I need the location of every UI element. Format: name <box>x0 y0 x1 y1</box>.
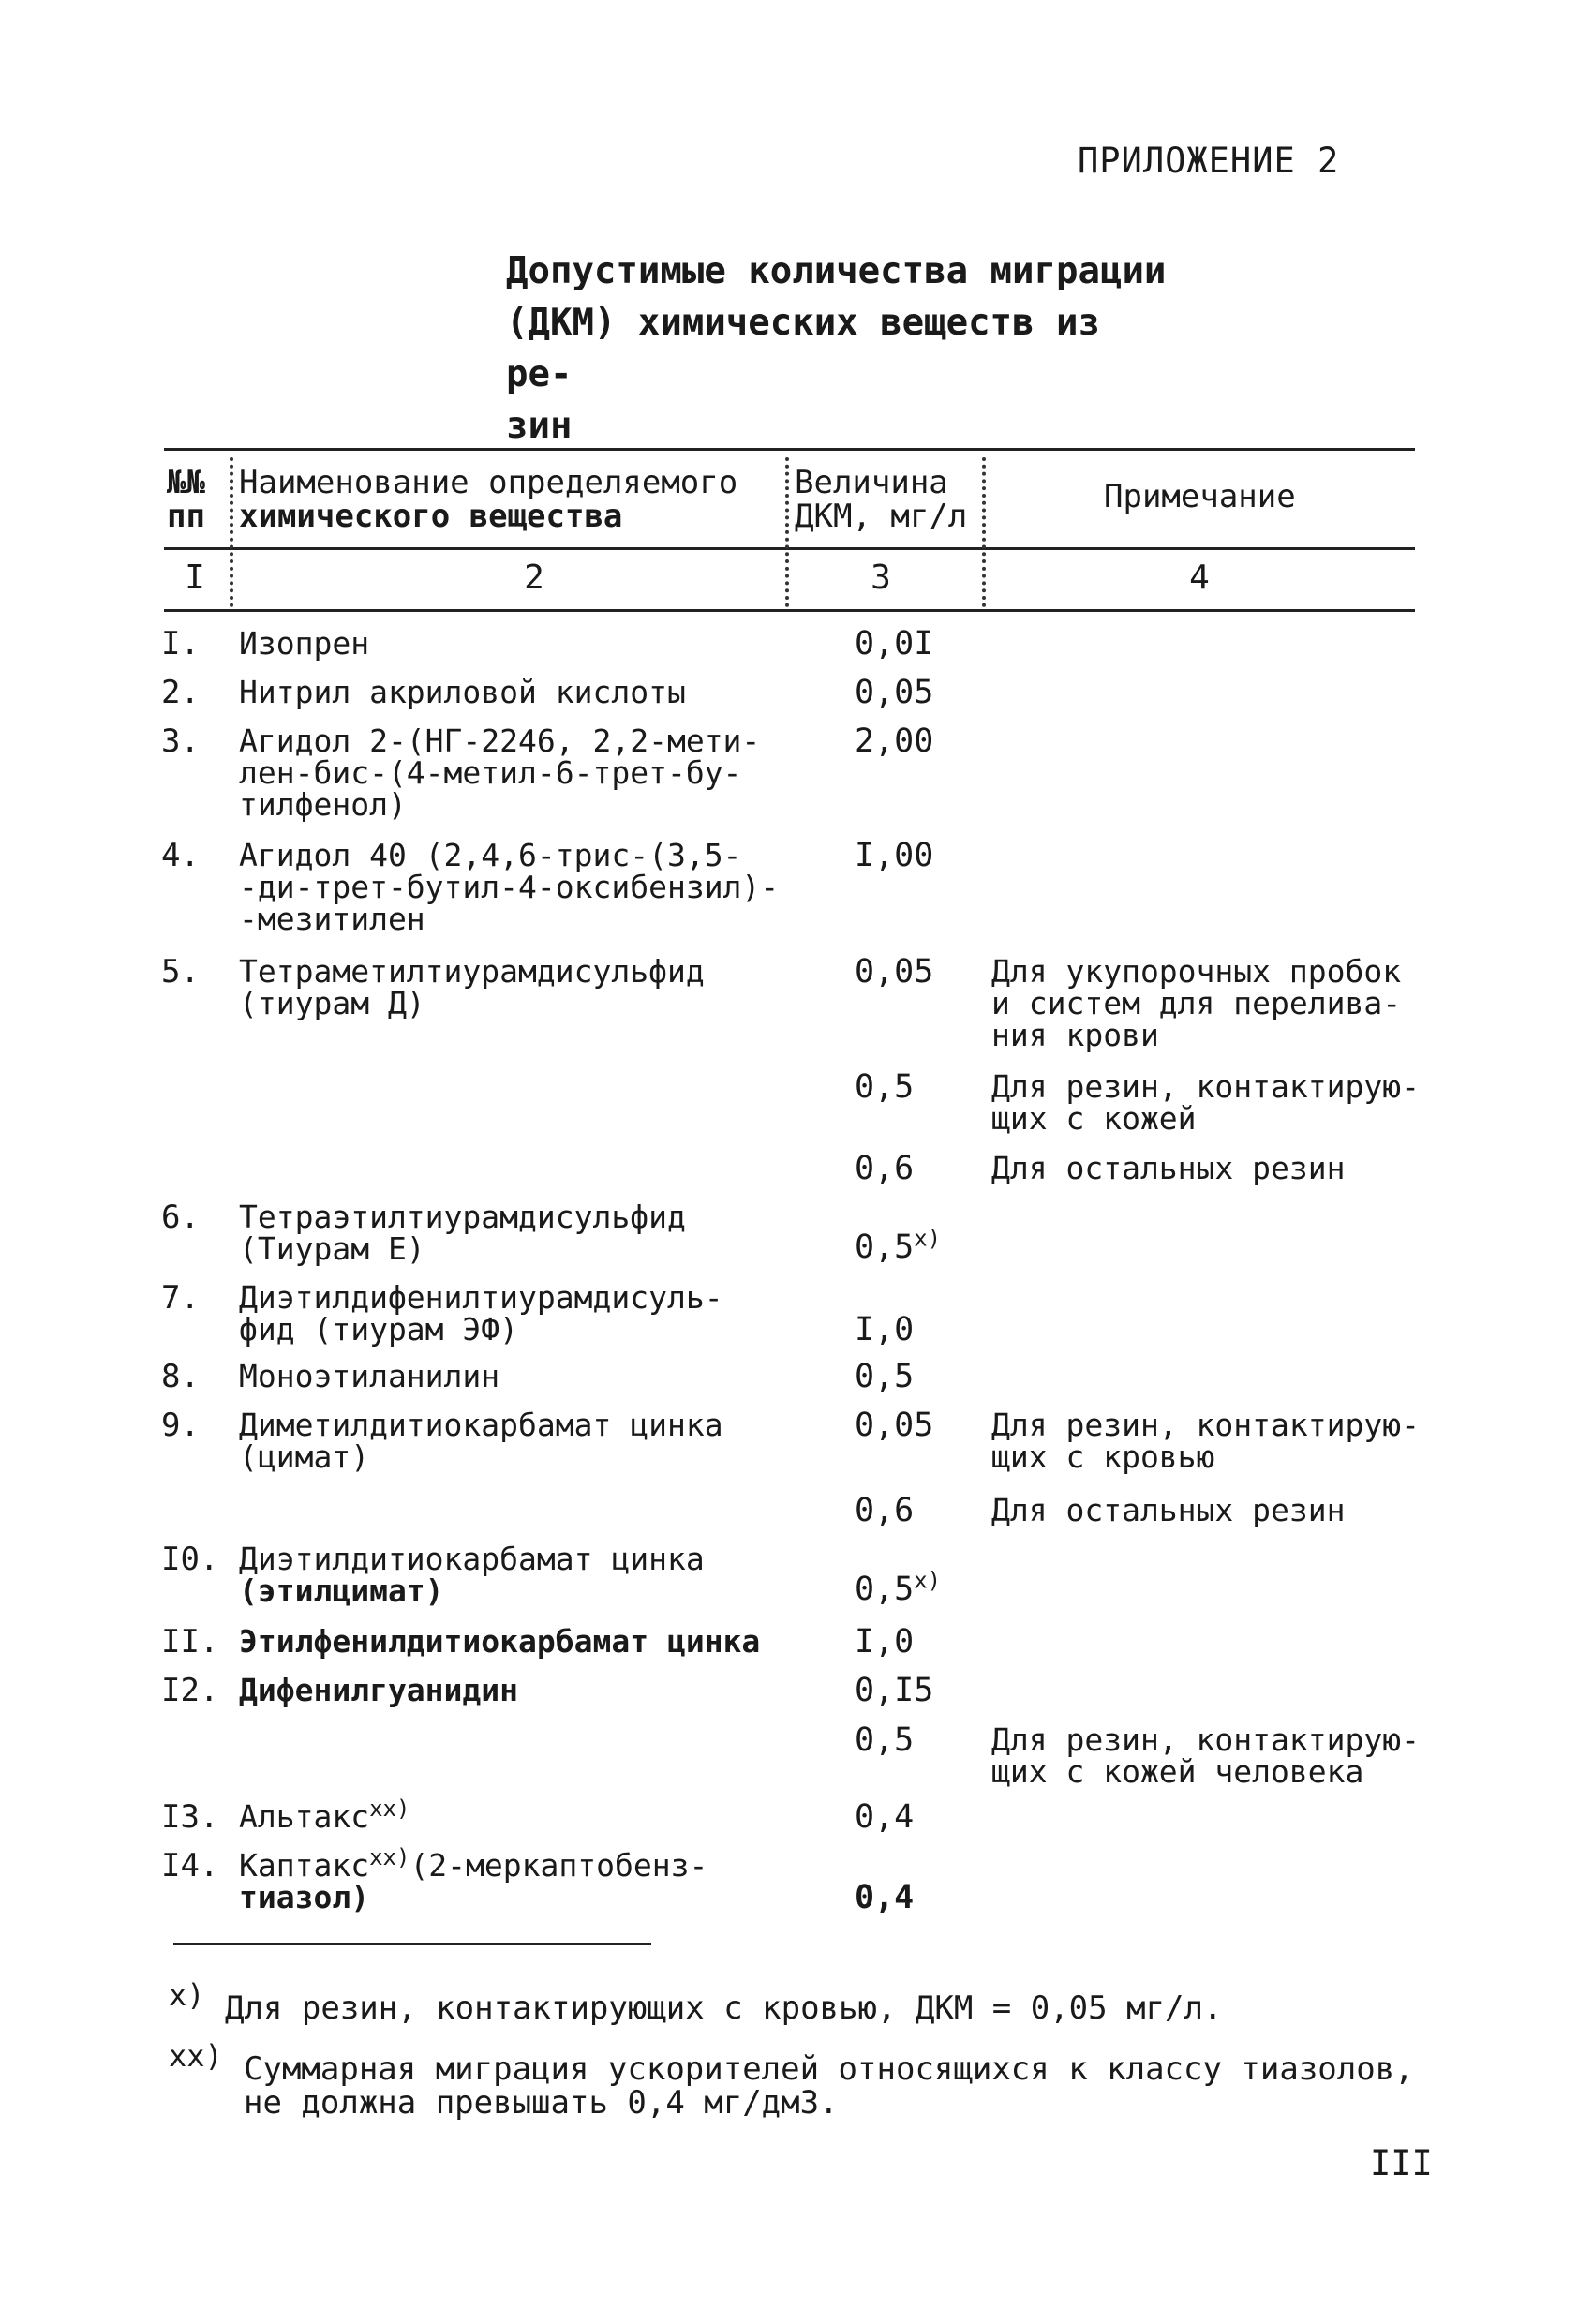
substance-line: Тетраэтилтиурамдисульфид <box>239 1199 686 1235</box>
substance-line: Нитрил акриловой кислоты <box>239 674 686 710</box>
page-number: III <box>1370 2143 1433 2183</box>
header-name-line: Наименование определяемого <box>239 464 738 501</box>
table-header-rule <box>164 547 1415 550</box>
substance-line: лен-бис-(4-метил-6-трет-бу- <box>239 754 742 791</box>
row-note <box>991 953 1451 1053</box>
note-line: ния крови <box>991 1017 1159 1053</box>
row-substance <box>239 1795 792 1835</box>
substance-line: тиазол) <box>239 1879 370 1915</box>
substance-line: -ди-трет-бутил-4-оксибензил)- <box>239 869 780 905</box>
header-num <box>167 466 205 533</box>
footnote-line: Суммарная миграция ускорителей относящихся к классу тиазолов, <box>244 2050 1414 2088</box>
substance-line: Альтакс <box>239 1798 370 1835</box>
value-text: 0,5 <box>855 1229 915 1266</box>
row-substance <box>239 1844 792 1915</box>
note-line: Для резин, контактирую- <box>991 1407 1420 1443</box>
substance-line: Дифенилгуанидин <box>239 1672 519 1708</box>
column-separator <box>785 457 789 607</box>
value-text: 0,5 <box>855 1571 915 1608</box>
substance-line <box>239 1844 792 1884</box>
row-number: I0. <box>161 1541 219 1578</box>
header-num-line: пп <box>167 498 205 535</box>
row-substance <box>239 1409 792 1473</box>
row-value <box>855 1567 942 1608</box>
row-note <box>991 1721 1451 1790</box>
column-number-4: 4 <box>1189 559 1210 597</box>
row-number: 6. <box>161 1199 200 1236</box>
row-value: 0,6 <box>855 1492 915 1529</box>
substance-line: (Тиурам Е) <box>239 1230 425 1267</box>
document-title <box>506 246 1181 452</box>
footnote-line: не должна превышать 0,4 мг/дм3. <box>244 2084 839 2122</box>
substance-line: Агидол 40 (2,4,6-трис-(3,5- <box>239 837 742 873</box>
note-line: и систем для перелива- <box>991 985 1402 1021</box>
footnote-line: Для резин, контактирующих с кровью, ДКМ = 0,05 мг/л. <box>225 1989 1223 2027</box>
substance-line: тилфенол) <box>239 786 407 823</box>
row-note <box>991 1150 1451 1186</box>
header-note <box>1104 480 1296 514</box>
row-number: 7. <box>161 1279 200 1317</box>
appendix-label: ПРИЛОЖЕНИЕ 2 <box>1078 141 1340 181</box>
substance-line: Диэтилдифенилтиурамдисуль- <box>239 1279 723 1316</box>
table-top-rule <box>164 448 1415 451</box>
row-value: 0,I5 <box>855 1672 934 1709</box>
row-number: 2. <box>161 674 200 711</box>
note-line: Для остальных резин <box>991 1492 1346 1528</box>
row-number: II. <box>161 1623 219 1661</box>
row-value: 0,05 <box>855 1407 934 1444</box>
row-substance <box>239 625 792 662</box>
row-number: I4. <box>161 1847 219 1885</box>
row-value: 2,00 <box>855 723 934 760</box>
row-value: I,00 <box>855 837 934 874</box>
note-line: Для резин, контактирую- <box>991 1721 1420 1758</box>
note-line: щих с кожей <box>991 1100 1197 1137</box>
substance-line: Этилфенилдитиокарбамат цинка <box>239 1623 761 1660</box>
column-separator <box>230 457 233 607</box>
row-note <box>991 1492 1451 1528</box>
row-note <box>991 1409 1451 1473</box>
row-value: 0,05 <box>855 674 934 711</box>
column-separator <box>982 457 986 607</box>
title-line: (ДКМ) химических веществ из ре- <box>506 302 1100 395</box>
title-line: Допустимые количества миграции <box>506 250 1167 292</box>
substance-line: (цимат) <box>239 1438 370 1475</box>
footnote-marker: x) <box>914 1225 942 1252</box>
row-note <box>991 1068 1451 1137</box>
row-number: I3. <box>161 1798 219 1836</box>
note-line: Для резин, контактирую- <box>991 1068 1420 1105</box>
row-number: I2. <box>161 1672 219 1709</box>
header-name <box>239 466 737 533</box>
title-line: зин <box>506 405 573 447</box>
row-substance <box>239 674 792 710</box>
header-name-line: химического вещества <box>239 498 623 535</box>
row-substance <box>239 1279 792 1348</box>
row-value: 0,6 <box>855 1150 915 1187</box>
column-number-1: I <box>185 559 205 597</box>
footnote-rule <box>173 1943 651 1945</box>
row-value: I,0 <box>855 1623 915 1661</box>
substance-line: (этилцимат) <box>239 1572 444 1609</box>
column-number-3: 3 <box>871 559 891 597</box>
row-value: I,0 <box>855 1311 915 1348</box>
substance-line: Диметилдитиокарбамат цинка <box>239 1407 723 1443</box>
row-value: 0,4 <box>855 1879 915 1916</box>
row-substance <box>239 1623 839 1660</box>
header-note-line: Примечание <box>1104 478 1296 515</box>
row-value: 0,4 <box>855 1798 915 1836</box>
note-line: щих с кожей человека <box>991 1753 1364 1790</box>
row-substance <box>239 1672 792 1708</box>
row-number: 5. <box>161 953 200 991</box>
substance-line: фид (тиурам ЭФ) <box>239 1311 519 1348</box>
row-value: 0,05 <box>855 953 934 991</box>
row-substance <box>239 1543 792 1607</box>
row-substance <box>239 837 792 937</box>
row-value: 0,5 <box>855 1068 915 1106</box>
header-value-line: ДКМ, мг/л <box>795 498 968 535</box>
row-value: 0,5 <box>855 1721 915 1759</box>
footnote-mark: x) <box>169 1977 205 2013</box>
column-number-2: 2 <box>524 559 544 597</box>
substance-line: Тетраметилтиурамдисульфид <box>239 953 705 990</box>
footnote-marker: xx) <box>369 1795 410 1822</box>
row-number: 8. <box>161 1358 200 1395</box>
row-value: 0,0I <box>855 625 934 663</box>
row-substance <box>239 1358 792 1394</box>
substance-line: Моноэтиланилин <box>239 1358 500 1394</box>
substance-line: -мезитилен <box>239 901 425 937</box>
row-value <box>855 1225 942 1266</box>
row-substance <box>239 953 792 1021</box>
row-number: I. <box>161 625 200 663</box>
row-substance <box>239 725 792 821</box>
substance-text: (2-меркаптобенз- <box>409 1847 708 1884</box>
footnote-marker: xx) <box>369 1844 410 1870</box>
header-value-line: Величина <box>795 464 948 501</box>
substance-line: Диэтилдитиокарбамат цинка <box>239 1541 705 1577</box>
substance-line: Изопрен <box>239 625 370 662</box>
footnote-text <box>225 1991 1443 2025</box>
row-number: 4. <box>161 837 200 874</box>
row-substance <box>239 1201 792 1265</box>
note-line: Для укупорочных пробок <box>991 953 1402 990</box>
header-num-line: №№ <box>167 464 205 501</box>
header-value <box>795 466 967 533</box>
footnote-text <box>244 2052 1462 2120</box>
substance-line: Агидол 2-(НГ-2246, 2,2-мети- <box>239 723 761 759</box>
note-line: Для остальных резин <box>991 1150 1346 1186</box>
table-numbers-rule <box>164 609 1415 612</box>
row-value: 0,5 <box>855 1358 915 1395</box>
footnote-mark: xx) <box>169 2038 223 2074</box>
substance-text: Каптакс <box>239 1847 370 1884</box>
note-line: щих с кровью <box>991 1438 1215 1475</box>
row-number: 3. <box>161 723 200 760</box>
footnote-marker: x) <box>914 1567 942 1594</box>
substance-line: (тиурам Д) <box>239 985 425 1021</box>
row-number: 9. <box>161 1407 200 1444</box>
